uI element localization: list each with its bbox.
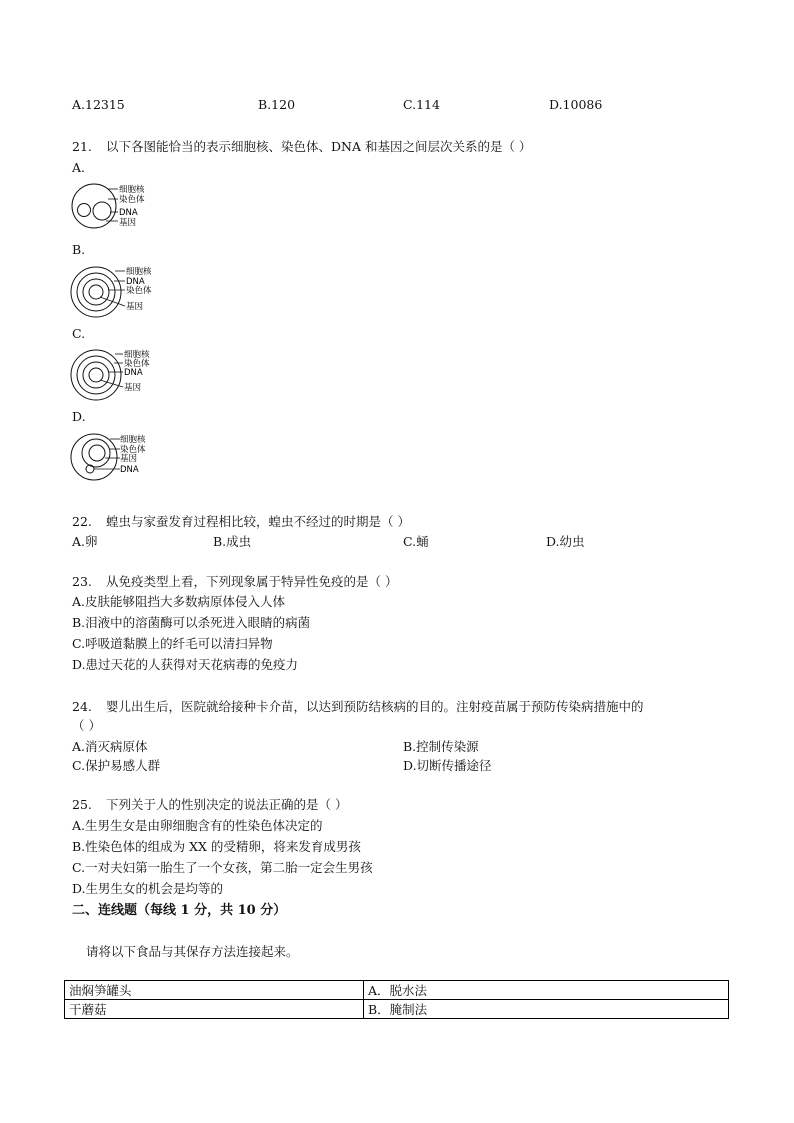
- q25-option-b: B.性染色体的组成为 XX 的受精卵，将来发育成男孩: [72, 839, 361, 854]
- diagram-a-label-4: 基因: [119, 218, 137, 228]
- q22-number: 22.: [72, 514, 92, 529]
- diagram-b-label-1: 细胞核: [126, 267, 152, 277]
- diagram-d-label-3: 基因: [120, 454, 138, 464]
- q25-option-c: C.一对夫妇第一胎生了一个女孩，第二胎一定会生男孩: [72, 860, 373, 875]
- diagram-d-label-2: 染色体: [120, 445, 146, 455]
- diagram-d-label-1: 细胞核: [120, 435, 146, 445]
- q22-option-a: A.卵: [72, 534, 98, 549]
- diagram-c-label-4: 基因: [124, 383, 142, 393]
- q23-option-d: D.患过天花的人获得对天花病毒的免疫力: [72, 657, 299, 672]
- q24-option-b: B.控制传染源: [403, 739, 479, 754]
- q25-option-a: A.生男生女是由卵细胞含有的性染色体决定的: [72, 818, 323, 833]
- q23-text: 从免疫类型上看，下列现象属于特异性免疫的是（ ）: [106, 574, 398, 589]
- q23-option-b: B.泪液中的溶菌酶可以杀死进入眼睛的病菌: [72, 615, 311, 630]
- q23-stem: [72, 572, 397, 590]
- q22-text: 蝗虫与家蚕发育过程相比较，蝗虫不经过的时期是（ ）: [106, 514, 410, 529]
- table-row: [65, 1000, 729, 1019]
- diagram-b-label-3: 染色体: [126, 286, 152, 296]
- q24-blank: （ ）: [72, 718, 101, 733]
- section-2-instruction: 请将以下食品与其保存方法连接起来。: [86, 944, 299, 959]
- q24-number: 24.: [72, 699, 92, 714]
- q24-stem: [72, 697, 644, 715]
- chromosome-circle: [78, 204, 91, 217]
- food-cell: 干蘑菇: [65, 1000, 364, 1019]
- q25-number: 25.: [72, 797, 92, 812]
- q21-diagram-c: [70, 347, 160, 403]
- food-cell: 油焖笋罐头: [65, 981, 364, 1000]
- q21-option-c-letter: C.: [72, 326, 86, 341]
- q23-option-c: C.呼吸道黏膜上的纤毛可以清扫异物: [72, 636, 273, 651]
- diagram-d-label-4: DNA: [120, 465, 139, 475]
- diagram-c-label-3: DNA: [124, 368, 143, 378]
- q21-text: 以下各图能恰当的表示细胞核、染色体、DNA 和基因之间层次关系的是（ ）: [106, 139, 532, 154]
- q22-option-b: B.成虫: [213, 534, 252, 549]
- q23-number: 23.: [72, 574, 92, 589]
- q20-option-c: C.114: [403, 97, 440, 112]
- diagram-c-label-2: 染色体: [124, 359, 150, 369]
- q24-option-c: C.保护易感人群: [72, 758, 161, 773]
- q21-diagram-a: [70, 181, 160, 233]
- q21-number: 21.: [72, 139, 92, 154]
- diagram-a-label-2: 染色体: [119, 195, 145, 205]
- matching-table: [64, 980, 729, 1019]
- diagram-a-label-1: 细胞核: [119, 185, 145, 195]
- q21-diagram-b: [70, 264, 160, 320]
- q20-option-d: D.10086: [549, 97, 603, 112]
- q24-text: 婴儿出生后，医院就给接种卡介苗，以达到预防结核病的目的。注射疫苗属于预防传染病措施中的: [106, 699, 644, 714]
- section-2-title: 二、连线题（每线 1 分，共 10 分）: [72, 903, 287, 918]
- diagram-c-label-1: 细胞核: [124, 350, 150, 360]
- q23-option-a: A.皮肤能够阻挡大多数病原体侵入人体: [72, 594, 286, 609]
- q20-option-a: A.12315: [72, 97, 125, 112]
- q24-option-d: D.切断传播途径: [403, 758, 492, 773]
- q24-option-a: A.消灭病原体: [72, 739, 148, 754]
- q21-option-a-letter: A.: [72, 160, 86, 175]
- diagram-b-label-4: 基因: [126, 302, 144, 312]
- q20-option-b: B.120: [258, 97, 296, 112]
- q22-option-c: C.蛹: [403, 534, 429, 549]
- q21-stem: [72, 137, 531, 155]
- q25-option-d: D.生男生女的机会是均等的: [72, 881, 224, 896]
- q21-option-b-letter: B.: [72, 242, 86, 257]
- q25-stem: [72, 795, 347, 813]
- q22-stem: [72, 512, 410, 530]
- dna-circle: [93, 202, 111, 220]
- method-cell: B．腌制法: [364, 1000, 729, 1019]
- method-cell: A．脱水法: [364, 981, 729, 1000]
- q22-option-d: D.幼虫: [546, 534, 585, 549]
- table-row: [65, 981, 729, 1000]
- q21-diagram-d: [70, 431, 160, 483]
- diagram-a-label-3: DNA: [119, 208, 138, 218]
- diagram-b-label-2: DNA: [126, 277, 145, 287]
- q25-text: 下列关于人的性别决定的说法正确的是（ ）: [106, 797, 348, 812]
- q21-option-d-letter: D.: [72, 409, 86, 424]
